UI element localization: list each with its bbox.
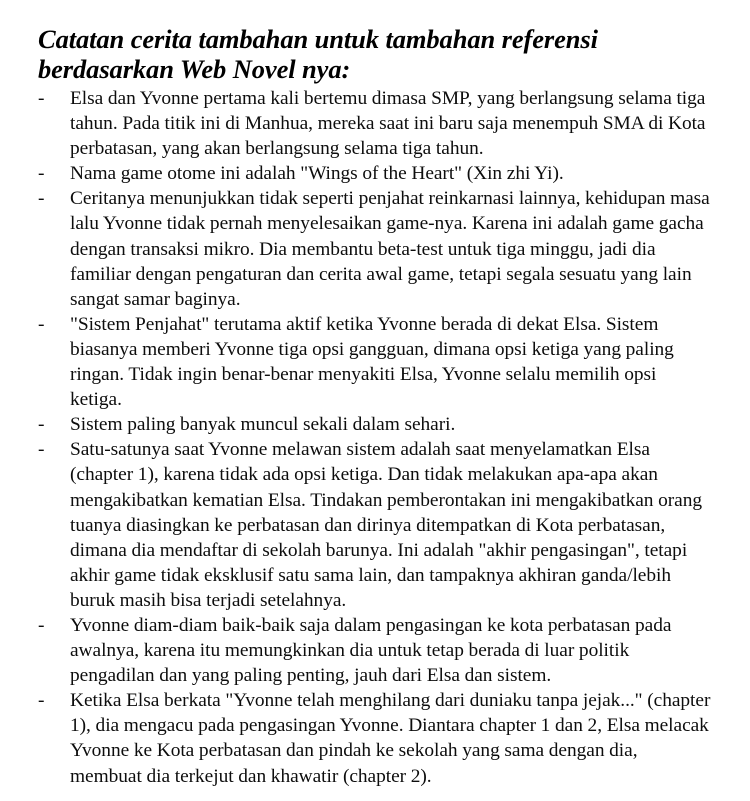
bullet-marker-icon: - xyxy=(38,163,45,185)
bullet-marker-icon: - xyxy=(38,690,45,712)
notes-list xyxy=(38,86,712,789)
list-item-text: Satu-satunya saat Yvonne melawan sistem adalah saat menyelamatkan Elsa (chapter 1), karena tidak ada opsi ketiga. Dan tidak melakukan apa-apa akan mengakibatkan kematian Elsa. Tindakan pemberontakan ini mengakibatkan orang tuanya diasingkan ke perbatasan dan dirinya ditempatkan di Kota perbatasan, dimana dia mendaftar di sekolah barunya. Ini adalah "akhir pengasingan", tetapi akhir game tidak eksklusif satu sama lain, dan tampaknya akhiran ganda/lebih buruk masih bisa terjadi setelahnya. xyxy=(70,439,703,611)
list-item-text: Yvonne diam-diam baik-baik saja dalam pengasingan ke kota perbatasan pada awalnya, karena itu memungkinkan dia untuk tetap berada di luar politik pengadilan dan yang paling penting, jauh dari Elsa dan sistem. xyxy=(70,614,672,687)
page-title: Catatan cerita tambahan untuk tambahan referensi berdasarkan Web Novel nya: xyxy=(38,24,598,84)
list-item xyxy=(38,312,712,412)
list-item xyxy=(38,613,712,688)
bullet-marker-icon: - xyxy=(38,414,45,436)
list-item-text: Ceritanya menunjukkan tidak seperti penjahat reinkarnasi lainnya, kehidupan masa lalu Yvonne tidak pernah menyelesaikan game-nya. Karena ini adalah game gacha dengan transaksi mikro. Dia membantu beta-test untuk tiga minggu, jadi dia familiar dengan pengaturan dan cerita awal game, tetapi segala sesuatu yang lain sangat samar baginya. xyxy=(70,188,710,310)
list-item xyxy=(38,161,712,186)
list-item-text: "Sistem Penjahat" terutama aktif ketika Yvonne berada di dekat Elsa. Sistem biasanya memberi Yvonne tiga opsi gangguan, dimana opsi ketiga yang paling ringan. Tidak ingin benar-benar menyakiti Elsa, Yvonne selalu memilih opsi ketiga. xyxy=(70,313,674,411)
list-item xyxy=(38,412,712,437)
bullet-marker-icon: - xyxy=(38,439,45,461)
bullet-marker-icon: - xyxy=(38,88,45,109)
list-item-text: Elsa dan Yvonne pertama kali bertemu dimasa SMP, yang berlangsung selama tiga tahun. Pada titik ini di Manhua, mereka saat ini baru saja menempuh SMA di Kota perbatasan, yang akan berlangsung selama tiga tahun. xyxy=(70,88,706,160)
list-item xyxy=(38,86,712,161)
list-item xyxy=(38,437,712,613)
list-item xyxy=(38,688,712,788)
list-item-text: Nama game otome ini adalah "Wings of the Heart" (Xin zhi Yi). xyxy=(70,163,564,185)
list-item-text: Ketika Elsa berkata "Yvonne telah menghilang dari duniaku tanpa jejak..." (chapter 1), dia mengacu pada pengasingan Yvonne. Diantara chapter 1 dan 2, Elsa melacak Yvonne ke Kota perbatasan dan pindah ke sekolah yang sama dengan dia, membuat dia terkejut dan khawatir (chapter 2). xyxy=(70,690,711,787)
list-item-text: Sistem paling banyak muncul sekali dalam sehari. xyxy=(70,414,456,436)
bullet-marker-icon: - xyxy=(38,614,45,636)
bullet-marker-icon: - xyxy=(38,313,45,335)
bullet-marker-icon: - xyxy=(38,188,45,210)
list-item xyxy=(38,186,712,311)
